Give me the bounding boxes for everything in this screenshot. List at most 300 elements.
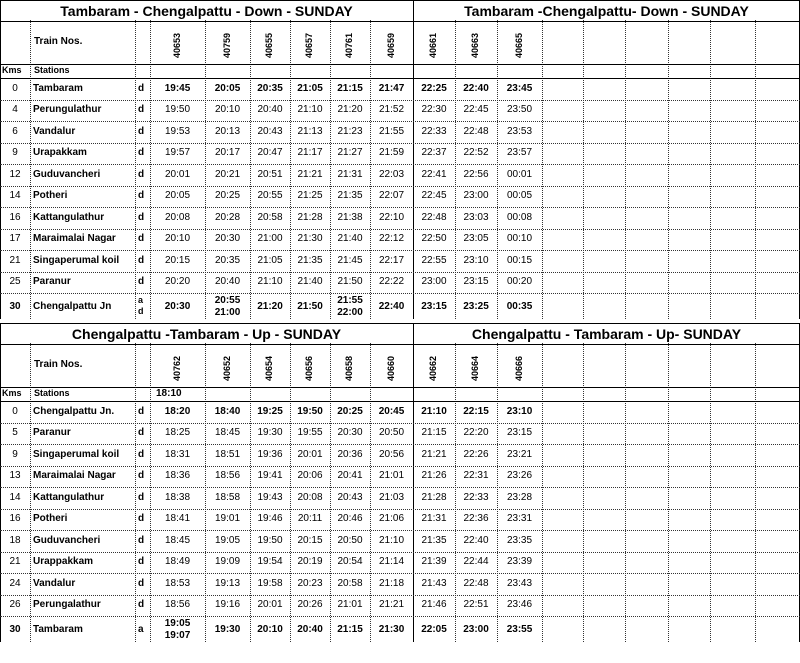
up-title-row [0, 323, 800, 345]
down-row-station: Perungulathur [33, 104, 102, 116]
down-row-time: 21:40 [337, 233, 363, 245]
up-row-time: 21:15 [421, 427, 447, 439]
down-row-time: 21:10 [297, 104, 323, 116]
up-row-ad: d [138, 470, 145, 482]
up-row-line [0, 487, 800, 488]
up-row-time: 20:58 [337, 577, 363, 589]
up-row-ad: d [138, 448, 145, 460]
up-row-time: 19:55 [297, 427, 323, 439]
up-train-no: 40664 [470, 355, 480, 381]
down-row-time: 00:20 [506, 276, 533, 288]
down-last-station: Chengalpattu Jn [33, 301, 112, 312]
up-title-right: Chengalpattu - Tambaram - Up- SUNDAY [471, 326, 742, 342]
down-row-time: 21:47 [378, 82, 405, 94]
down-row-time: 22:41 [421, 168, 447, 180]
up-row-time: 20:11 [297, 513, 323, 525]
down-row-time: 19:50 [164, 104, 191, 116]
down-row-time: 21:59 [378, 147, 405, 159]
up-row-km: 26 [9, 599, 21, 611]
up-row-time: 21:26 [421, 470, 447, 482]
down-row-km: 12 [9, 168, 21, 180]
up-row-km: 18 [9, 534, 21, 546]
down-last-time-d: 22:00 [337, 307, 363, 318]
down-train-no: 40659 [385, 32, 396, 58]
down-row-station: Urapakkam [33, 147, 87, 159]
up-row-time: 19:41 [257, 470, 283, 482]
up-row-time: 22:48 [463, 577, 489, 589]
up-row-time: 22:31 [463, 470, 489, 482]
up-row-time: 18:45 [214, 427, 241, 439]
up-row-time: 22:44 [463, 556, 489, 568]
up-row-time: 18:41 [164, 513, 191, 525]
up-row-time: 23:43 [506, 577, 533, 589]
up-row-time: 19:05 [214, 534, 241, 546]
up-row-station: Paranur [33, 427, 71, 439]
up-row-time: 20:01 [257, 599, 283, 611]
up-row-station: Guduvancheri [33, 534, 101, 546]
down-row-station: Vandalur [33, 125, 76, 137]
down-row-ad: d [138, 82, 145, 94]
up-row-time: 18:56 [214, 470, 241, 482]
up-row-time: 20:26 [297, 599, 323, 611]
up-row-time: 22:20 [463, 427, 489, 439]
up-row-time: 18:40 [214, 405, 241, 417]
down-row-time: 21:05 [257, 254, 283, 266]
down-last-time: 21:55 [337, 295, 363, 306]
up-row-time: 19:58 [257, 577, 283, 589]
up-row-ad: d [138, 577, 145, 589]
up-row-time: 18:36 [164, 470, 191, 482]
up-row-time: 22:51 [463, 599, 489, 611]
down-row-time: 21:38 [337, 211, 363, 223]
down-last-time: 21:20 [257, 301, 283, 312]
up-last-ad: a [138, 624, 144, 635]
up-row-time: 20:30 [337, 427, 363, 439]
up-row-line [0, 423, 800, 424]
up-row-time: 23:15 [506, 427, 533, 439]
down-row-km: 4 [12, 104, 18, 116]
down-row-time: 23:00 [421, 276, 447, 288]
up-last-time: 20:10 [257, 624, 283, 635]
down-row-time: 21:05 [297, 82, 323, 94]
down-row-time: 23:00 [463, 190, 489, 202]
up-row-station: Chengalpattu Jn. [33, 405, 115, 417]
up-train-no: 40762 [171, 355, 182, 381]
up-train-nos-label: Train Nos. [34, 359, 83, 370]
up-row-time: 22:33 [463, 491, 489, 503]
up-last-time: 20:40 [297, 624, 323, 635]
down-row-station: Singaperumal koil [33, 254, 120, 266]
up-row-time: 18:31 [164, 448, 191, 460]
down-row-time: 00:15 [506, 254, 533, 266]
up-row-time: 20:46 [337, 513, 363, 525]
down-row-ad: d [138, 233, 145, 245]
down-row-time: 22:07 [378, 190, 405, 202]
up-row-km: 24 [9, 577, 21, 589]
up-row-time: 21:31 [421, 513, 447, 525]
down-row-time: 20:20 [164, 276, 191, 288]
up-row-time: 20:36 [337, 448, 363, 460]
up-row-time: 19:30 [257, 427, 283, 439]
down-row-time: 21:00 [257, 233, 283, 245]
up-row-line [0, 552, 800, 553]
down-row-ad: d [138, 276, 145, 288]
down-last-time: 23:15 [421, 301, 447, 312]
up-row-ad: d [138, 513, 145, 525]
down-row-time: 20:51 [257, 168, 283, 180]
up-row-station: Perungalathur [33, 599, 101, 611]
up-train-no: 40662 [428, 355, 438, 381]
up-row-time: 23:35 [506, 534, 533, 546]
up-last-time: 23:55 [506, 624, 533, 635]
down-row-station: Guduvancheri [33, 168, 101, 180]
up-train-no: 40658 [344, 355, 354, 381]
down-row-time: 21:20 [337, 104, 363, 116]
down-last-time: 20:55 [214, 295, 241, 306]
up-row-station: Singaperumal koil [33, 448, 120, 460]
down-train-no: 40759 [221, 32, 232, 58]
up-row-time: 19:54 [257, 556, 283, 568]
up-row-time: 19:50 [257, 534, 283, 546]
down-row-km: 9 [12, 147, 18, 159]
up-stations-label: Stations [34, 388, 70, 398]
down-row-time: 22:45 [463, 104, 489, 116]
down-row-line [0, 100, 800, 101]
down-row-time: 21:10 [257, 276, 283, 288]
up-last-station: Tambaram [33, 624, 83, 635]
up-row-time: 20:23 [297, 577, 323, 589]
up-row-time: 23:26 [506, 470, 533, 482]
up-row-time: 23:21 [506, 448, 533, 460]
down-row-time: 23:45 [506, 82, 533, 94]
down-row-time: 21:23 [337, 125, 363, 137]
up-pre-time: 18:10 [156, 388, 182, 399]
down-last-ad-a: a [138, 295, 144, 305]
down-row-time: 20:58 [257, 211, 283, 223]
up-last-time: 21:30 [378, 624, 405, 635]
up-row-time: 23:28 [506, 491, 533, 503]
up-row-ad: d [138, 534, 145, 546]
up-row-time: 21:03 [378, 491, 405, 503]
down-row-km: 21 [9, 254, 21, 266]
down-row-time: 21:27 [337, 147, 363, 159]
down-last-time: 23:25 [463, 301, 489, 312]
up-row-km: 13 [9, 470, 21, 482]
up-row-km: 14 [9, 491, 21, 503]
down-last-km: 30 [9, 301, 21, 312]
up-row-time: 19:13 [214, 577, 241, 589]
down-row-time: 21:25 [297, 190, 323, 202]
up-row-time: 21:10 [421, 405, 447, 417]
up-train-no: 40666 [513, 355, 524, 381]
down-last-time: 21:50 [297, 301, 323, 312]
down-row-time: 21:35 [297, 254, 323, 266]
up-section [0, 323, 800, 642]
down-row-time: 21:13 [297, 125, 323, 137]
down-row-ad: d [138, 254, 145, 266]
up-row-line [0, 595, 800, 596]
down-row-time: 22:55 [421, 254, 447, 266]
up-train-no: 40656 [304, 355, 314, 381]
down-row-time: 22:40 [463, 82, 489, 94]
down-row-line [0, 143, 800, 144]
down-row-ad: d [138, 168, 145, 180]
up-last-time: 19:30 [214, 624, 241, 635]
down-title-row [0, 0, 800, 22]
up-row-time: 20:01 [297, 448, 323, 460]
up-row-time: 21:10 [378, 534, 405, 546]
down-row-station: Tambaram [33, 82, 83, 94]
down-train-no: 40663 [470, 32, 480, 58]
down-row-ad: d [138, 211, 145, 223]
up-row-ad: d [138, 556, 145, 568]
down-row-time: 21:28 [297, 211, 323, 223]
up-row-km: 0 [12, 405, 18, 417]
down-row-line [0, 250, 800, 251]
down-row-line [0, 186, 800, 187]
down-row-time: 23:57 [506, 147, 533, 159]
up-row-time: 21:21 [378, 599, 405, 611]
down-header-line [0, 64, 800, 65]
down-row-time: 20:35 [257, 82, 283, 94]
up-row-time: 21:18 [378, 577, 405, 589]
down-row-time: 21:31 [337, 168, 363, 180]
down-row-station: Potheri [33, 190, 68, 202]
up-row-time: 22:36 [463, 513, 489, 525]
up-row-line [0, 509, 800, 510]
down-row-time: 23:53 [506, 125, 533, 137]
up-last-time: 22:05 [421, 624, 447, 635]
up-row-time: 23:10 [506, 405, 533, 417]
up-row-time: 20:50 [337, 534, 363, 546]
down-row-line [0, 293, 800, 294]
up-row-time: 20:25 [337, 405, 363, 417]
down-row-time: 21:55 [378, 125, 405, 137]
up-row-time: 19:16 [214, 599, 241, 611]
up-row-station: Kattangulathur [33, 491, 105, 503]
down-row-ad: d [138, 147, 145, 159]
down-row-time: 00:01 [506, 168, 533, 180]
up-train-no: 40652 [221, 355, 232, 381]
down-row-km: 14 [9, 190, 21, 202]
up-row-station: Potheri [33, 513, 68, 525]
down-train-no: 40761 [344, 32, 354, 58]
down-row-time: 22:48 [421, 211, 447, 223]
up-row-time: 18:45 [164, 534, 191, 546]
up-row-time: 18:25 [164, 427, 191, 439]
up-title-left: Chengalpattu -Tambaram - Up - SUNDAY [71, 326, 342, 342]
up-row-time: 20:19 [297, 556, 323, 568]
down-title-divider [413, 1, 414, 21]
down-stations-label: Stations [34, 65, 70, 75]
up-row-time: 20:08 [297, 491, 323, 503]
up-train-no: 40654 [264, 355, 274, 381]
down-row-km: 6 [12, 125, 18, 137]
up-last-time-b: 19:07 [164, 630, 191, 641]
up-row-ad: d [138, 599, 145, 611]
down-row-time: 20:13 [214, 125, 241, 137]
down-row-time: 20:35 [214, 254, 241, 266]
down-title-right: Tambaram -Chengalpattu- Down - SUNDAY [464, 3, 749, 19]
up-row-km: 5 [12, 427, 18, 439]
down-row-time: 22:10 [378, 211, 405, 223]
up-row-time: 23:46 [506, 599, 533, 611]
down-row-time: 23:03 [463, 211, 489, 223]
up-row-km: 16 [9, 513, 21, 525]
down-row-time: 20:28 [214, 211, 241, 223]
down-row-time: 20:01 [164, 168, 191, 180]
up-row-time: 21:28 [421, 491, 447, 503]
up-row-time: 20:50 [378, 427, 405, 439]
down-row-time: 21:30 [297, 233, 323, 245]
down-row-ad: d [138, 104, 145, 116]
down-section [0, 0, 800, 319]
up-row-time: 19:25 [257, 405, 283, 417]
down-row-time: 22:37 [421, 147, 447, 159]
down-row-time: 22:22 [378, 276, 405, 288]
down-row-km: 16 [9, 211, 21, 223]
down-row-time: 20:10 [164, 233, 191, 245]
down-row-line [0, 229, 800, 230]
up-last-km: 30 [9, 624, 21, 635]
down-row-time: 22:03 [378, 168, 405, 180]
down-row-km: 25 [9, 276, 21, 288]
down-row-time: 20:05 [214, 82, 241, 94]
up-last-time: 21:15 [337, 624, 363, 635]
down-row-time: 20:08 [164, 211, 191, 223]
down-row-time: 22:50 [421, 233, 447, 245]
up-row-time: 20:45 [378, 405, 405, 417]
down-last-time: 22:40 [378, 301, 405, 312]
down-row-time: 20:15 [164, 254, 191, 266]
up-row-ad: d [138, 405, 145, 417]
up-row-time: 18:58 [214, 491, 241, 503]
up-row-time: 19:36 [257, 448, 283, 460]
down-train-no: 40657 [304, 32, 314, 58]
up-row-time: 21:21 [421, 448, 447, 460]
down-train-nos-label: Train Nos. [34, 36, 83, 47]
down-kms-line [0, 78, 800, 79]
up-row-ad: d [138, 427, 145, 439]
down-row-time: 20:10 [214, 104, 241, 116]
down-row-time: 22:25 [421, 82, 447, 94]
down-row-station: Maraimalai Nagar [33, 233, 116, 245]
down-row-time: 22:30 [421, 104, 447, 116]
down-train-no: 40653 [171, 32, 182, 58]
up-row-line [0, 444, 800, 445]
up-row-time: 21:43 [421, 577, 447, 589]
up-last-time: 19:05 [164, 618, 191, 629]
down-last-time: 00:35 [506, 301, 533, 312]
up-row-time: 19:01 [214, 513, 241, 525]
up-kms-label: Kms [2, 388, 22, 398]
down-row-time: 20:17 [214, 147, 241, 159]
up-row-time: 20:41 [337, 470, 363, 482]
down-title-left: Tambaram - Chengalpattu - Down - SUNDAY [60, 3, 353, 19]
down-row-km: 0 [12, 82, 18, 94]
up-row-time: 23:39 [506, 556, 533, 568]
up-row-line [0, 466, 800, 467]
down-row-time: 22:33 [421, 125, 447, 137]
up-row-time: 18:56 [164, 599, 191, 611]
up-train-no: 40660 [385, 355, 396, 381]
down-row-time: 22:48 [463, 125, 489, 137]
up-row-time: 22:15 [463, 405, 489, 417]
down-train-no: 40655 [264, 32, 274, 58]
up-row-line [0, 530, 800, 531]
up-row-time: 21:01 [378, 470, 405, 482]
up-last-time: 23:00 [463, 624, 489, 635]
down-row-time: 22:45 [421, 190, 447, 202]
up-row-ad: d [138, 491, 145, 503]
down-row-time: 22:56 [463, 168, 489, 180]
up-kms-line [0, 401, 800, 402]
up-row-time: 18:49 [164, 556, 191, 568]
up-row-time: 20:54 [337, 556, 363, 568]
up-row-time: 18:53 [164, 577, 191, 589]
down-row-time: 21:15 [337, 82, 363, 94]
down-row-ad: d [138, 190, 145, 202]
down-row-time: 21:52 [378, 104, 405, 116]
down-train-no: 40665 [513, 32, 524, 58]
down-row-km: 17 [9, 233, 21, 245]
up-row-time: 21:39 [421, 556, 447, 568]
down-last-ad-d: d [138, 306, 144, 316]
up-row-km: 9 [12, 448, 18, 460]
down-row-time: 23:05 [463, 233, 489, 245]
up-row-time: 22:26 [463, 448, 489, 460]
up-row-time: 21:14 [378, 556, 405, 568]
down-row-time: 22:52 [463, 147, 489, 159]
up-row-time: 18:38 [164, 491, 191, 503]
up-row-time: 21:35 [421, 534, 447, 546]
down-kms-label: Kms [2, 65, 22, 75]
down-row-time: 23:15 [463, 276, 489, 288]
up-row-time: 20:06 [297, 470, 323, 482]
up-row-time: 22:40 [463, 534, 489, 546]
down-row-time: 20:43 [257, 125, 283, 137]
down-row-time: 22:17 [378, 254, 405, 266]
down-train-no: 40661 [428, 32, 438, 58]
up-row-time: 18:20 [164, 405, 191, 417]
down-row-station: Kattangulathur [33, 211, 105, 223]
down-row-time: 20:21 [214, 168, 241, 180]
down-row-line [0, 207, 800, 208]
up-row-time: 20:15 [297, 534, 323, 546]
up-row-station: Maraimalai Nagar [33, 470, 116, 482]
up-row-km: 21 [9, 556, 21, 568]
down-row-ad: d [138, 125, 145, 137]
up-row-time: 20:56 [378, 448, 405, 460]
down-row-station: Paranur [33, 276, 71, 288]
down-row-time: 21:21 [297, 168, 323, 180]
down-row-time: 19:45 [164, 82, 191, 94]
up-row-station: Vandalur [33, 577, 76, 589]
down-row-line [0, 272, 800, 273]
down-row-time: 20:47 [257, 147, 283, 159]
up-title-divider [413, 324, 414, 344]
down-row-time: 20:55 [257, 190, 283, 202]
down-row-time: 20:25 [214, 190, 241, 202]
up-header-line [0, 387, 800, 388]
up-row-time: 19:43 [257, 491, 283, 503]
up-row-time: 18:51 [214, 448, 241, 460]
up-row-time: 19:09 [214, 556, 241, 568]
up-row-station: Urappakkam [33, 556, 94, 568]
up-row-line [0, 573, 800, 574]
down-row-time: 19:57 [164, 147, 191, 159]
up-row-line [0, 616, 800, 617]
